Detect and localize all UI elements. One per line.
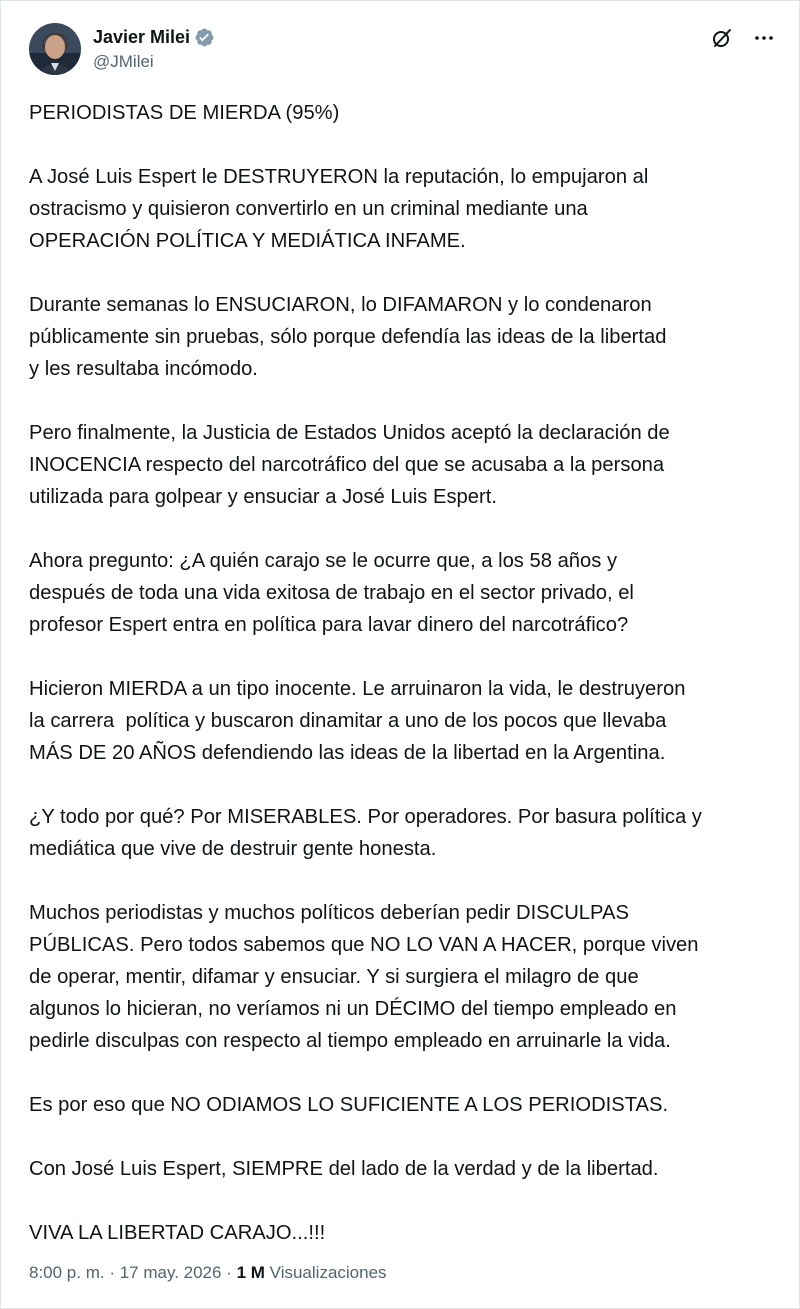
- header-actions: [711, 27, 775, 49]
- tweet-paragraph: PERIODISTAS DE MIERDA (95%): [29, 102, 340, 124]
- meta-separator: ·: [221, 1263, 237, 1282]
- author-handle[interactable]: @JMilei: [93, 52, 154, 71]
- tweet-paragraph: ¿Y todo por qué? Por MISERABLES. Por operadores. Por basura política y mediática que vive de destruir gente honesta.: [29, 806, 702, 860]
- author-block: [93, 25, 215, 72]
- more-icon[interactable]: [753, 27, 775, 49]
- grok-icon[interactable]: [711, 27, 733, 49]
- tweet-paragraph: A José Luis Espert le DESTRUYERON la reputación, lo empujaron al ostracismo y quisieron convertirlo en un criminal mediante una OPERACIÓN POLÍTICA Y MEDIÁTICA INFAME.: [29, 166, 649, 252]
- views-label[interactable]: Visualizaciones: [269, 1263, 387, 1282]
- tweet-paragraph: Es por eso que NO ODIAMOS LO SUFICIENTE A LOS PERIODISTAS.: [29, 1094, 669, 1116]
- tweet-paragraph: Durante semanas lo ENSUCIARON, lo DIFAMARON y lo condenaron públicamente sin pruebas, sólo porque defendía las ideas de la libertad y les resultaba incómodo.: [29, 294, 667, 380]
- avatar-image: [29, 23, 81, 75]
- tweet-paragraph: Muchos periodistas y muchos políticos deberían pedir DISCULPAS PÚBLICAS. Pero todos sabemos que NO LO VAN A HACER, porque viven de operar, mentir, difamar y ensuciar. Y si surgiera el milagro de que algunos lo hicieran, no veríamos ni un DÉCIMO del tiempo empleado en pedirle disculpas con respecto al tiempo empleado en arruinarle la vida.: [29, 902, 699, 1052]
- views-count: 1 M: [236, 1263, 265, 1282]
- tweet-paragraph: Pero finalmente, la Justicia de Estados Unidos aceptó la declaración de INOCENCIA respecto del narcotráfico del que se acusaba a la persona utilizada para golpear y ensuciar a José Luis Espert.: [29, 422, 670, 508]
- tweet-paragraph: Ahora pregunto: ¿A quién carajo se le ocurre que, a los 58 años y después de toda una vida exitosa de trabajo en el sector privado, el profesor Espert entra en política para lavar dinero del narcotráfico?: [29, 550, 634, 636]
- tweet-paragraph: Con José Luis Espert, SIEMPRE del lado de la verdad y de la libertad.: [29, 1158, 659, 1180]
- author-name[interactable]: Javier Milei: [93, 26, 191, 47]
- tweet-time[interactable]: 8:00 p. m.: [29, 1263, 105, 1282]
- tweet-paragraph: VIVA LA LIBERTAD CARAJO...!!!: [29, 1222, 326, 1244]
- tweet-paragraph: Hicieron MIERDA a un tipo inocente. Le arruinaron la vida, le destruyeron la carrera política y buscaron dinamitar a uno de los pocos que llevaba MÁS DE 20 AÑOS defendiendo las ideas de la libertad en la Argentina.: [29, 678, 686, 764]
- tweet-date[interactable]: 17 may. 2026: [119, 1263, 222, 1282]
- tweet-header: [29, 23, 779, 79]
- avatar[interactable]: [29, 23, 81, 75]
- verified-badge-icon[interactable]: [194, 27, 215, 48]
- meta-separator: ·: [104, 1263, 120, 1282]
- tweet-text: [29, 97, 779, 1249]
- author-name-row: [93, 25, 215, 49]
- tweet-meta: [29, 1263, 387, 1283]
